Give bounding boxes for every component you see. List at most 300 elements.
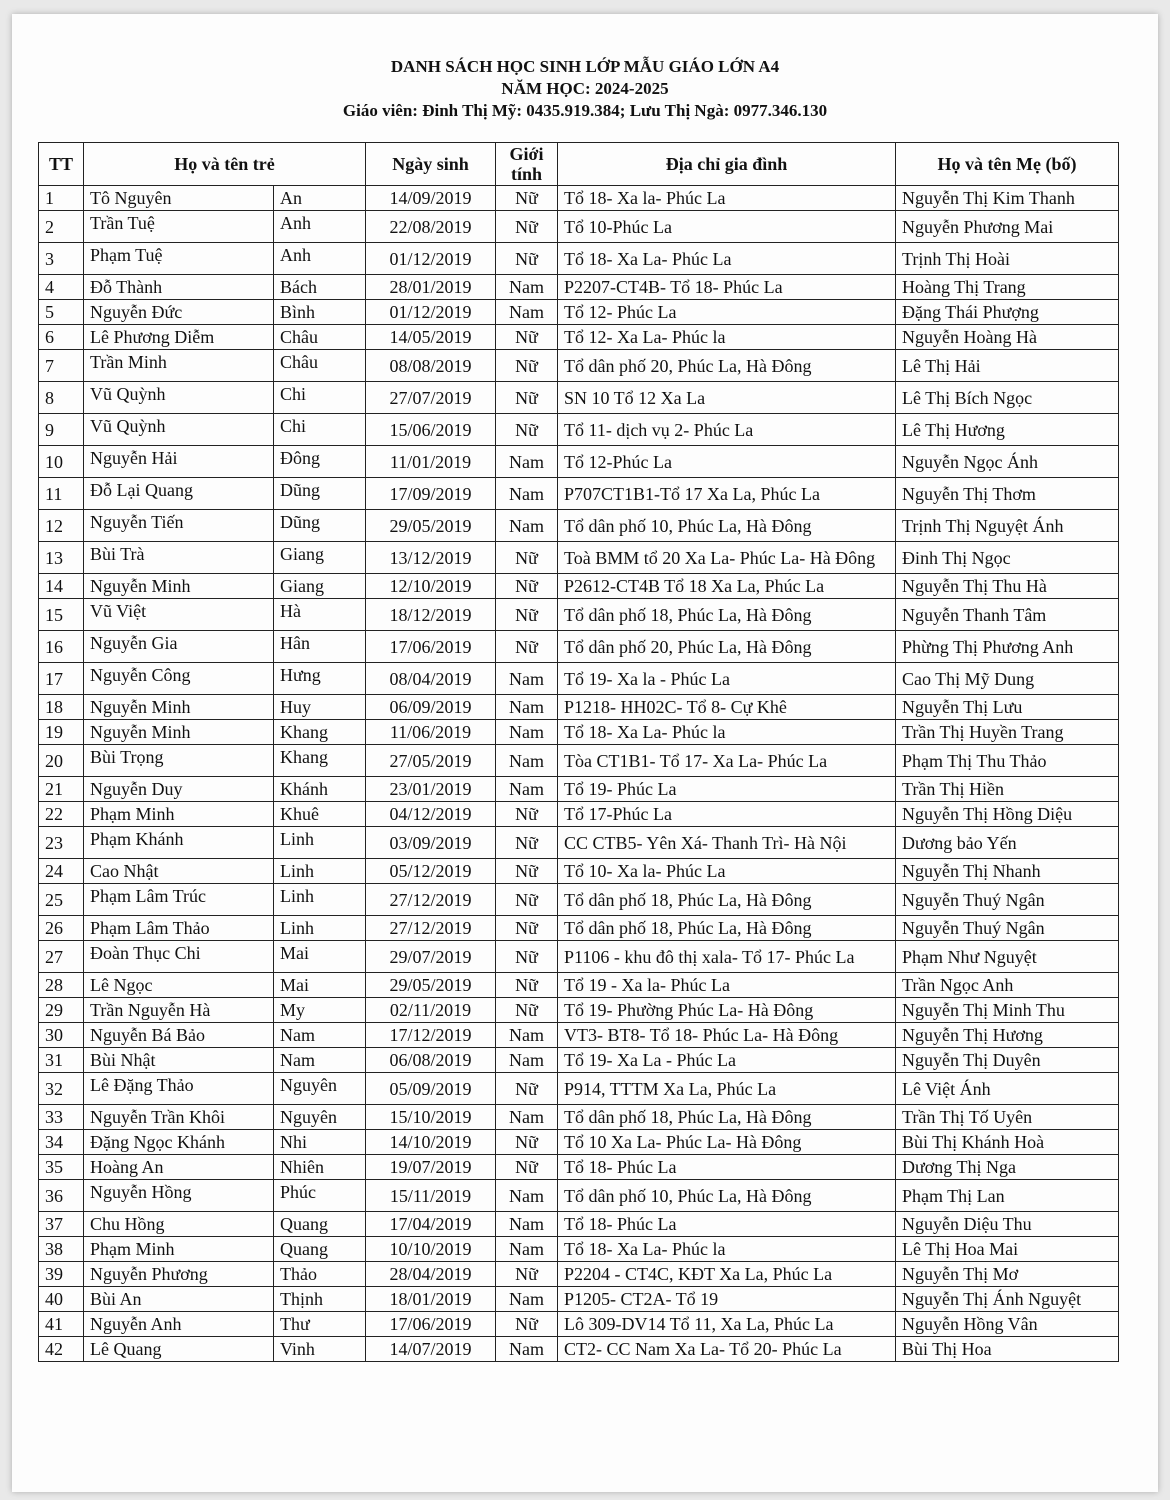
cell-tt: 11 [39,478,84,510]
cell-first-name: Vinh [274,1337,366,1362]
cell-first-name: Dũng [274,510,366,542]
cell-tt: 18 [39,695,84,720]
cell-dob: 29/05/2019 [366,973,496,998]
cell-first-name: Hưng [274,663,366,695]
table-row [39,542,1119,574]
cell-parent: Đặng Thái Phượng [896,300,1119,325]
cell-last-name: Phạm Tuệ [84,243,274,275]
cell-address: Tổ 18- Xa La- Phúc La [558,243,896,275]
cell-last-name: Nguyễn Công [84,663,274,695]
cell-gender: Nam [496,1337,558,1362]
col-header-gender-line1: Giới [509,144,544,164]
cell-parent: Trần Thị Hiền [896,777,1119,802]
cell-last-name: Lê Đặng Thảo [84,1073,274,1105]
cell-address: Tổ 17-Phúc La [558,802,896,827]
cell-parent: Cao Thị Mỹ Dung [896,663,1119,695]
cell-last-name: Tô Nguyên [84,186,274,211]
cell-first-name: Mai [274,941,366,973]
cell-parent: Phừng Thị Phương Anh [896,631,1119,663]
cell-dob: 23/01/2019 [366,777,496,802]
col-header-name: Họ và tên trẻ [84,143,366,186]
cell-tt: 6 [39,325,84,350]
cell-parent: Nguyễn Thị Hương [896,1023,1119,1048]
cell-gender: Nam [496,720,558,745]
cell-tt: 28 [39,973,84,998]
cell-tt: 35 [39,1155,84,1180]
cell-dob: 14/09/2019 [366,186,496,211]
cell-tt: 32 [39,1073,84,1105]
cell-gender: Nữ [496,973,558,998]
cell-dob: 01/12/2019 [366,300,496,325]
cell-dob: 11/06/2019 [366,720,496,745]
cell-dob: 17/12/2019 [366,1023,496,1048]
cell-dob: 28/04/2019 [366,1262,496,1287]
cell-dob: 17/06/2019 [366,1312,496,1337]
cell-last-name: Nguyễn Gia [84,631,274,663]
cell-parent: Nguyễn Diệu Thu [896,1212,1119,1237]
cell-last-name: Bùi Trà [84,542,274,574]
cell-last-name: Đỗ Lại Quang [84,478,274,510]
cell-last-name: Nguyễn Duy [84,777,274,802]
cell-tt: 33 [39,1105,84,1130]
cell-dob: 01/12/2019 [366,243,496,275]
cell-tt: 1 [39,186,84,211]
cell-gender: Nữ [496,599,558,631]
cell-parent: Bùi Thị Hoa [896,1337,1119,1362]
cell-tt: 37 [39,1212,84,1237]
cell-gender: Nam [496,478,558,510]
cell-last-name: Đặng Ngọc Khánh [84,1130,274,1155]
cell-first-name: Linh [274,859,366,884]
cell-last-name: Vũ Quỳnh [84,382,274,414]
cell-first-name: Nhi [274,1130,366,1155]
cell-last-name: Nguyễn Minh [84,574,274,599]
cell-gender: Nữ [496,827,558,859]
cell-last-name: Lê Quang [84,1337,274,1362]
cell-parent: Bùi Thị Khánh Hoà [896,1130,1119,1155]
cell-parent: Lê Thị Bích Ngọc [896,382,1119,414]
cell-last-name: Đoàn Thục Chi [84,941,274,973]
cell-address: Tổ 10-Phúc La [558,211,896,243]
cell-tt: 4 [39,275,84,300]
cell-first-name: Nam [274,1023,366,1048]
cell-address: Lô 309-DV14 Tổ 11, Xa La, Phúc La [558,1312,896,1337]
cell-dob: 17/06/2019 [366,631,496,663]
cell-last-name: Nguyễn Minh [84,720,274,745]
cell-tt: 22 [39,802,84,827]
cell-parent: Đinh Thị Ngọc [896,542,1119,574]
cell-first-name: My [274,998,366,1023]
cell-tt: 12 [39,510,84,542]
cell-first-name: Dũng [274,478,366,510]
cell-tt: 26 [39,916,84,941]
cell-address: Tổ 11- dịch vụ 2- Phúc La [558,414,896,446]
cell-address: Tổ 19- Xa la - Phúc La [558,663,896,695]
cell-tt: 23 [39,827,84,859]
cell-last-name: Trần Tuệ [84,211,274,243]
cell-gender: Nữ [496,1073,558,1105]
cell-tt: 39 [39,1262,84,1287]
col-header-tt: TT [39,143,84,186]
document-title: DANH SÁCH HỌC SINH LỚP MẪU GIÁO LỚN A4 [390,57,780,76]
cell-tt: 15 [39,599,84,631]
table-row [39,300,1119,325]
cell-last-name: Vũ Việt [84,599,274,631]
cell-tt: 20 [39,745,84,777]
table-row [39,916,1119,941]
cell-last-name: Lê Ngọc [84,973,274,998]
cell-last-name: Phạm Lâm Trúc [84,884,274,916]
cell-dob: 14/05/2019 [366,325,496,350]
cell-last-name: Lê Phương Diễm [84,325,274,350]
cell-gender: Nam [496,300,558,325]
cell-parent: Dương bảo Yến [896,827,1119,859]
cell-parent: Phạm Như Nguyệt [896,941,1119,973]
cell-gender: Nữ [496,382,558,414]
table-row [39,777,1119,802]
cell-parent: Hoàng Thị Trang [896,275,1119,300]
cell-tt: 17 [39,663,84,695]
table-row [39,802,1119,827]
cell-address: Tổ 18- Xa La- Phúc la [558,720,896,745]
cell-dob: 05/09/2019 [366,1073,496,1105]
cell-gender: Nữ [496,859,558,884]
cell-address: Toà BMM tổ 20 Xa La- Phúc La- Hà Đông [558,542,896,574]
cell-first-name: Châu [274,350,366,382]
cell-dob: 08/08/2019 [366,350,496,382]
cell-dob: 11/01/2019 [366,446,496,478]
cell-dob: 27/05/2019 [366,745,496,777]
cell-tt: 9 [39,414,84,446]
student-table-body [39,186,1119,1362]
cell-first-name: Thịnh [274,1287,366,1312]
cell-parent: Nguyễn Thị Lưu [896,695,1119,720]
cell-last-name: Vũ Quỳnh [84,414,274,446]
cell-dob: 03/09/2019 [366,827,496,859]
cell-gender: Nam [496,777,558,802]
cell-address: Tổ dân phố 18, Phúc La, Hà Đông [558,599,896,631]
cell-parent: Nguyễn Thị Ánh Nguyệt [896,1287,1119,1312]
table-header-row [39,143,1119,186]
cell-gender: Nữ [496,1312,558,1337]
cell-first-name: Linh [274,916,366,941]
cell-first-name: Mai [274,973,366,998]
cell-address: Tổ 18- Xa la- Phúc La [558,186,896,211]
cell-gender: Nam [496,1287,558,1312]
cell-parent: Nguyễn Thị Nhanh [896,859,1119,884]
cell-gender: Nam [496,745,558,777]
cell-first-name: Nhiên [274,1155,366,1180]
table-row [39,211,1119,243]
table-row [39,510,1119,542]
table-row [39,186,1119,211]
cell-tt: 34 [39,1130,84,1155]
cell-first-name: Hà [274,599,366,631]
table-row [39,941,1119,973]
cell-tt: 19 [39,720,84,745]
cell-dob: 10/10/2019 [366,1237,496,1262]
table-row [39,1337,1119,1362]
table-row [39,827,1119,859]
cell-address: P914, TTTM Xa La, Phúc La [558,1073,896,1105]
table-row [39,695,1119,720]
cell-gender: Nữ [496,802,558,827]
table-row [39,1155,1119,1180]
cell-parent: Nguyễn Ngọc Ánh [896,446,1119,478]
table-row [39,275,1119,300]
cell-last-name: Phạm Lâm Thảo [84,916,274,941]
cell-parent: Trần Thị Huyền Trang [896,720,1119,745]
cell-tt: 13 [39,542,84,574]
table-row [39,1048,1119,1073]
cell-gender: Nam [496,275,558,300]
cell-gender: Nữ [496,1130,558,1155]
cell-dob: 29/05/2019 [366,510,496,542]
document-header [12,56,1158,122]
cell-last-name: Hoàng An [84,1155,274,1180]
cell-first-name: Quang [274,1212,366,1237]
cell-parent: Trần Thị Tố Uyên [896,1105,1119,1130]
table-row [39,1262,1119,1287]
cell-address: SN 10 Tổ 12 Xa La [558,382,896,414]
cell-tt: 8 [39,382,84,414]
cell-gender: Nam [496,1105,558,1130]
cell-first-name: Anh [274,243,366,275]
student-table [38,142,1119,1362]
cell-dob: 14/10/2019 [366,1130,496,1155]
col-header-gender [496,143,558,186]
cell-parent: Lê Thị Hải [896,350,1119,382]
school-year: NĂM HỌC: 2024-2025 [501,79,669,98]
cell-first-name: Khuê [274,802,366,827]
table-row [39,325,1119,350]
cell-gender: Nữ [496,325,558,350]
cell-gender: Nữ [496,211,558,243]
cell-parent: Dương Thị Nga [896,1155,1119,1180]
cell-tt: 27 [39,941,84,973]
cell-last-name: Phạm Khánh [84,827,274,859]
cell-first-name: Chi [274,382,366,414]
table-row [39,1105,1119,1130]
cell-first-name: Anh [274,211,366,243]
table-row [39,1287,1119,1312]
table-row [39,884,1119,916]
cell-gender: Nữ [496,350,558,382]
cell-first-name: Nam [274,1048,366,1073]
cell-dob: 18/12/2019 [366,599,496,631]
cell-tt: 24 [39,859,84,884]
table-row [39,1212,1119,1237]
cell-tt: 41 [39,1312,84,1337]
cell-address: Tổ 18- Phúc La [558,1155,896,1180]
cell-parent: Nguyễn Phương Mai [896,211,1119,243]
cell-parent: Lê Thị Hương [896,414,1119,446]
cell-last-name: Trần Minh [84,350,274,382]
cell-address: Tổ 19 - Xa la- Phúc La [558,973,896,998]
cell-parent: Nguyễn Thuý Ngân [896,916,1119,941]
cell-address: P1205- CT2A- Tổ 19 [558,1287,896,1312]
cell-parent: Nguyễn Thị Thu Hà [896,574,1119,599]
table-row [39,478,1119,510]
cell-parent: Nguyễn Thị Hồng Diệu [896,802,1119,827]
cell-gender: Nữ [496,542,558,574]
cell-dob: 29/07/2019 [366,941,496,973]
cell-last-name: Nguyễn Trần Khôi [84,1105,274,1130]
cell-address: Tòa CT1B1- Tổ 17- Xa La- Phúc La [558,745,896,777]
cell-dob: 08/04/2019 [366,663,496,695]
cell-parent: Nguyễn Thuý Ngân [896,884,1119,916]
table-row [39,350,1119,382]
table-row [39,631,1119,663]
cell-parent: Nguyễn Thanh Tâm [896,599,1119,631]
cell-first-name: Khang [274,720,366,745]
cell-gender: Nữ [496,998,558,1023]
cell-tt: 5 [39,300,84,325]
cell-address: Tổ 12-Phúc La [558,446,896,478]
cell-gender: Nữ [496,1262,558,1287]
cell-tt: 42 [39,1337,84,1362]
table-row [39,1023,1119,1048]
cell-last-name: Phạm Minh [84,802,274,827]
cell-gender: Nữ [496,186,558,211]
cell-last-name: Nguyễn Hải [84,446,274,478]
cell-first-name: Châu [274,325,366,350]
cell-first-name: Khang [274,745,366,777]
cell-dob: 27/12/2019 [366,916,496,941]
cell-dob: 17/09/2019 [366,478,496,510]
col-header-dob: Ngày sinh [366,143,496,186]
cell-address: Tổ 18- Xa La- Phúc la [558,1237,896,1262]
cell-gender: Nữ [496,1155,558,1180]
cell-dob: 15/06/2019 [366,414,496,446]
col-header-gender-line2: tính [510,164,543,184]
cell-first-name: Giang [274,574,366,599]
cell-last-name: Nguyễn Đức [84,300,274,325]
cell-tt: 16 [39,631,84,663]
cell-address: P2204 - CT4C, KĐT Xa La, Phúc La [558,1262,896,1287]
cell-address: Tổ dân phố 10, Phúc La, Hà Đông [558,1180,896,1212]
cell-dob: 15/10/2019 [366,1105,496,1130]
cell-address: P1106 - khu đô thị xala- Tổ 17- Phúc La [558,941,896,973]
cell-first-name: Nguyên [274,1105,366,1130]
cell-dob: 12/10/2019 [366,574,496,599]
table-row [39,1073,1119,1105]
cell-dob: 14/07/2019 [366,1337,496,1362]
cell-first-name: Phúc [274,1180,366,1212]
cell-dob: 27/07/2019 [366,382,496,414]
cell-dob: 13/12/2019 [366,542,496,574]
cell-address: Tổ dân phố 18, Phúc La, Hà Đông [558,916,896,941]
cell-address: Tổ dân phố 20, Phúc La, Hà Đông [558,350,896,382]
cell-parent: Nguyễn Hồng Vân [896,1312,1119,1337]
table-row [39,720,1119,745]
cell-tt: 7 [39,350,84,382]
cell-last-name: Trần Nguyễn Hà [84,998,274,1023]
table-row [39,973,1119,998]
col-header-parent: Họ và tên Mẹ (bố) [896,143,1119,186]
table-row [39,1237,1119,1262]
cell-first-name: Đông [274,446,366,478]
cell-dob: 22/08/2019 [366,211,496,243]
cell-address: Tổ 18- Phúc La [558,1212,896,1237]
cell-address: Tổ 10 Xa La- Phúc La- Hà Đông [558,1130,896,1155]
table-row [39,663,1119,695]
cell-gender: Nữ [496,414,558,446]
table-row [39,1312,1119,1337]
cell-address: Tổ dân phố 18, Phúc La, Hà Đông [558,1105,896,1130]
cell-parent: Nguyễn Thị Thơm [896,478,1119,510]
cell-last-name: Đỗ Thành [84,275,274,300]
cell-parent: Lê Thị Hoa Mai [896,1237,1119,1262]
cell-dob: 28/01/2019 [366,275,496,300]
cell-gender: Nam [496,695,558,720]
table-row [39,1130,1119,1155]
cell-parent: Nguyễn Thị Kim Thanh [896,186,1119,211]
cell-gender: Nữ [496,884,558,916]
cell-first-name: Bách [274,275,366,300]
cell-address: Tổ 19- Xa La - Phúc La [558,1048,896,1073]
cell-last-name: Nguyễn Bá Bảo [84,1023,274,1048]
cell-parent: Trịnh Thị Hoài [896,243,1119,275]
table-row [39,859,1119,884]
col-header-address: Địa chỉ gia đình [558,143,896,186]
cell-last-name: Chu Hồng [84,1212,274,1237]
cell-tt: 36 [39,1180,84,1212]
cell-parent: Nguyễn Thị Minh Thu [896,998,1119,1023]
cell-first-name: Thảo [274,1262,366,1287]
cell-parent: Nguyễn Thị Mơ [896,1262,1119,1287]
cell-gender: Nam [496,510,558,542]
cell-first-name: An [274,186,366,211]
cell-dob: 19/07/2019 [366,1155,496,1180]
cell-parent: Nguyễn Thị Duyên [896,1048,1119,1073]
cell-address: Tổ 19- Phúc La [558,777,896,802]
cell-tt: 38 [39,1237,84,1262]
table-row [39,382,1119,414]
cell-address: Tổ dân phố 10, Phúc La, Hà Đông [558,510,896,542]
cell-parent: Nguyễn Hoàng Hà [896,325,1119,350]
cell-dob: 18/01/2019 [366,1287,496,1312]
cell-last-name: Cao Nhật [84,859,274,884]
cell-first-name: Huy [274,695,366,720]
cell-tt: 14 [39,574,84,599]
cell-first-name: Bình [274,300,366,325]
cell-first-name: Chi [274,414,366,446]
cell-last-name: Phạm Minh [84,1237,274,1262]
table-row [39,998,1119,1023]
cell-gender: Nam [496,1023,558,1048]
cell-first-name: Giang [274,542,366,574]
cell-parent: Trần Ngọc Anh [896,973,1119,998]
table-row [39,446,1119,478]
cell-dob: 04/12/2019 [366,802,496,827]
table-row [39,414,1119,446]
cell-gender: Nam [496,1180,558,1212]
cell-first-name: Nguyên [274,1073,366,1105]
cell-address: Tổ dân phố 20, Phúc La, Hà Đông [558,631,896,663]
cell-parent: Phạm Thị Thu Thảo [896,745,1119,777]
table-row [39,745,1119,777]
cell-gender: Nữ [496,574,558,599]
cell-first-name: Khánh [274,777,366,802]
cell-tt: 3 [39,243,84,275]
cell-gender: Nữ [496,631,558,663]
cell-last-name: Bùi An [84,1287,274,1312]
cell-parent: Phạm Thị Lan [896,1180,1119,1212]
cell-last-name: Nguyễn Hồng [84,1180,274,1212]
cell-last-name: Nguyễn Phương [84,1262,274,1287]
cell-tt: 40 [39,1287,84,1312]
